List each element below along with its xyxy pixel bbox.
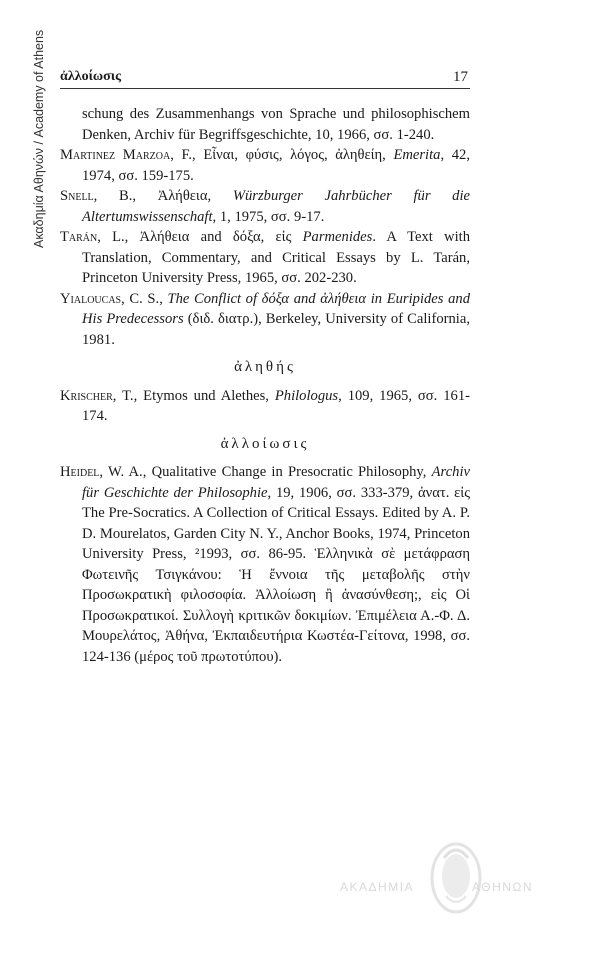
bibliography [60, 104, 470, 667]
sidebar-label: Ακαδημία Αθηνών / Academy of Athens [32, 29, 46, 248]
section-heading: ἀλλοίωσις [220, 435, 310, 452]
header-title: ἀλλοίωσις [60, 69, 122, 84]
entry-tail: , 109, 1965, σσ. 161-174. [82, 387, 470, 424]
work-title: The Conflict of δόξα and ἀλήθεια in Euripides and His Predecessors [82, 290, 470, 327]
entry-rest: , C. S., [121, 290, 168, 307]
work-title: Emerita [393, 147, 441, 163]
continued-entry [60, 104, 470, 145]
entry-tail: , 19, 1906, σσ. 333-379, ἀνατ. εἰς The Pre-Socratics. A Collection of Critical Essays. Edited by A. P. D. Mourelatos, Garden City N. Y., Anchor Books, 1974, Princeton University Press, ²1993, σσ. 86-95. Ἑλληνικὰ σὲ μετάφραση Φωτεινῆς Τσιγκάνου: Ἡ ἔννοια τῆς μεταβολῆς στὴν Προσωκρατικὴ φιλοσοφία. Ἀλλοίωση ἢ ἀνασύνθεση;, εἰς Οἱ Προσωκρατικοί. Συλλογὴ κριτικῶν δοκιμίων. Ἐπιμέλεια Α.-Φ. Δ. Μουρελάτος, Ἀθήνα, Ἐκπαιδευτήρια Κωστέα-Γείτονα, 1998, σσ. 124-136 (μέρος τοῦ πρωτοτύπου). [82, 484, 471, 665]
entry-rest: , W. A., Qualitative Change in Presocratic Philosophy, [99, 464, 432, 480]
entry-rest: , F., Εἶναι, φύσις, λόγος, ἀληθείη, [170, 147, 394, 163]
author: Snell [60, 188, 94, 204]
academy-watermark [340, 838, 540, 928]
entry-tail: , 42, 1974, σσ. 159-175. [82, 147, 470, 184]
bib-entry [60, 145, 470, 186]
work-title: Würzburger Jahrbücher für die Altertumswissenschaft [82, 188, 470, 225]
section-heading: ἀληθής [234, 359, 296, 375]
author: Heidel [60, 464, 100, 480]
entry-tail: . A Text with Translation, Commentary, and Critical Essays by L. Tarán, Princeton University Press, 1965, σσ. 202-230. [82, 229, 470, 286]
author: Yialoucas [60, 290, 122, 307]
work-title: Archiv für Geschichte der Philosophie [82, 464, 470, 501]
author: Tarán [60, 229, 98, 245]
entry-rest: , L., Ἀλήθεια and δόξα, εἰς [97, 229, 303, 245]
bib-entry [60, 227, 470, 289]
bib-entry [60, 186, 470, 227]
bib-entry [60, 462, 470, 667]
entry-rest: , B., Ἀλήθεια, [93, 188, 233, 204]
entry-tail: (διδ. διατρ.), Berkeley, University of California, 1981. [82, 311, 470, 348]
author: Martinez Marzoa [60, 147, 171, 163]
work-title: Philologus [274, 387, 339, 404]
watermark-text-right: ΑΘΗΝΩΝ [472, 880, 534, 894]
watermark-text-left: ΑΚΑΔΗΜΙΑ [340, 880, 415, 894]
bib-entry [60, 386, 470, 427]
page-number: 17 [453, 69, 468, 85]
running-header [60, 66, 470, 89]
entry-rest: , T., Etymos und Alethes, [112, 387, 275, 404]
entry-tail: , 1, 1975, σσ. 9-17. [212, 208, 325, 225]
work-title: Parmenides [302, 229, 373, 245]
author: Krischer [60, 387, 113, 404]
bib-entry [60, 289, 470, 351]
entry-text: schung des Zusammenhangs von Sprache und philosophischem Denken, Archiv für Begriffsgeschichte, 10, 1966, σσ. 1-240. [82, 106, 470, 143]
athena-emblem-icon [426, 838, 486, 918]
